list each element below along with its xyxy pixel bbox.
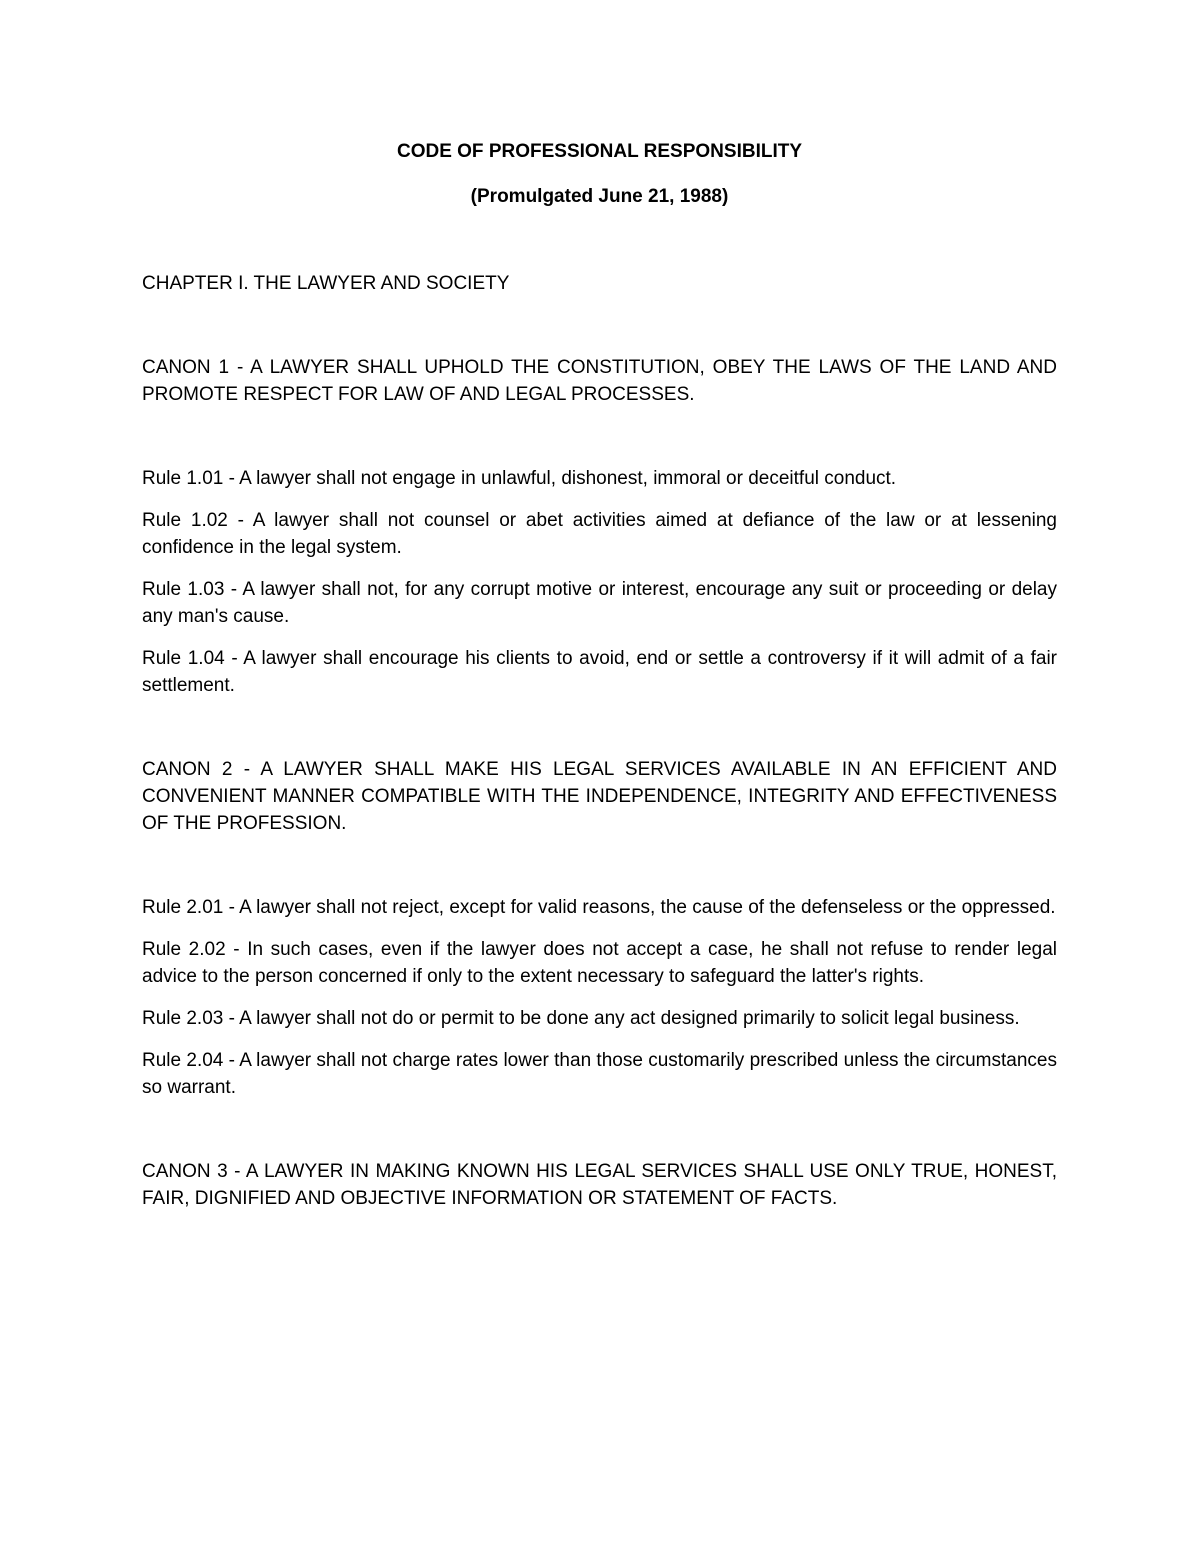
document-title: CODE OF PROFESSIONAL RESPONSIBILITY: [396, 141, 803, 162]
rule-1-02: Rule 1.02 - A lawyer shall not counsel or abet activities aimed at defiance of the law or at lessening confidence in the legal system.: [142, 510, 1057, 558]
chapter-heading: CHAPTER I. THE LAWYER AND SOCIETY: [142, 273, 510, 294]
document-subtitle: (Promulgated June 21, 1988): [470, 186, 729, 207]
canon-1: CANON 1 - A LAWYER SHALL UPHOLD THE CONSTITUTION, OBEY THE LAWS OF THE LAND AND PROMOTE RESPECT FOR LAW OF AND LEGAL PROCESSES.: [142, 357, 1057, 405]
rule-1-04: Rule 1.04 - A lawyer shall encourage his clients to avoid, end or settle a controversy if it will admit of a fair settlement.: [142, 648, 1057, 696]
canon-3: CANON 3 - A LAWYER IN MAKING KNOWN HIS LEGAL SERVICES SHALL USE ONLY TRUE, HONEST, FAIR, DIGNIFIED AND OBJECTIVE INFORMATION OR STATEMENT OF FACTS.: [142, 1161, 1057, 1209]
rule-2-02: Rule 2.02 - In such cases, even if the lawyer does not accept a case, he shall not refuse to render legal advice to the person concerned if only to the extent necessary to safeguard the latter's rights.: [142, 939, 1057, 987]
rule-1-01: Rule 1.01 - A lawyer shall not engage in unlawful, dishonest, immoral or deceitful conduct.: [142, 468, 897, 489]
rule-1-03: Rule 1.03 - A lawyer shall not, for any corrupt motive or interest, encourage any suit or proceeding or delay any man's cause.: [142, 579, 1057, 627]
rule-2-03: Rule 2.03 - A lawyer shall not do or permit to be done any act designed primarily to solicit legal business.: [142, 1008, 1020, 1029]
rule-2-01: Rule 2.01 - A lawyer shall not reject, except for valid reasons, the cause of the defenseless or the oppressed.: [142, 897, 1056, 918]
document-body: [142, 138, 1057, 1212]
canon-2: CANON 2 - A LAWYER SHALL MAKE HIS LEGAL SERVICES AVAILABLE IN AN EFFICIENT AND CONVENIENT MANNER COMPATIBLE WITH THE INDEPENDENCE, INTEGRITY AND EFFECTIVENESS OF THE PROFESSION.: [142, 759, 1057, 834]
rule-2-04: Rule 2.04 - A lawyer shall not charge rates lower than those customarily prescribed unless the circumstances so warrant.: [142, 1050, 1057, 1098]
